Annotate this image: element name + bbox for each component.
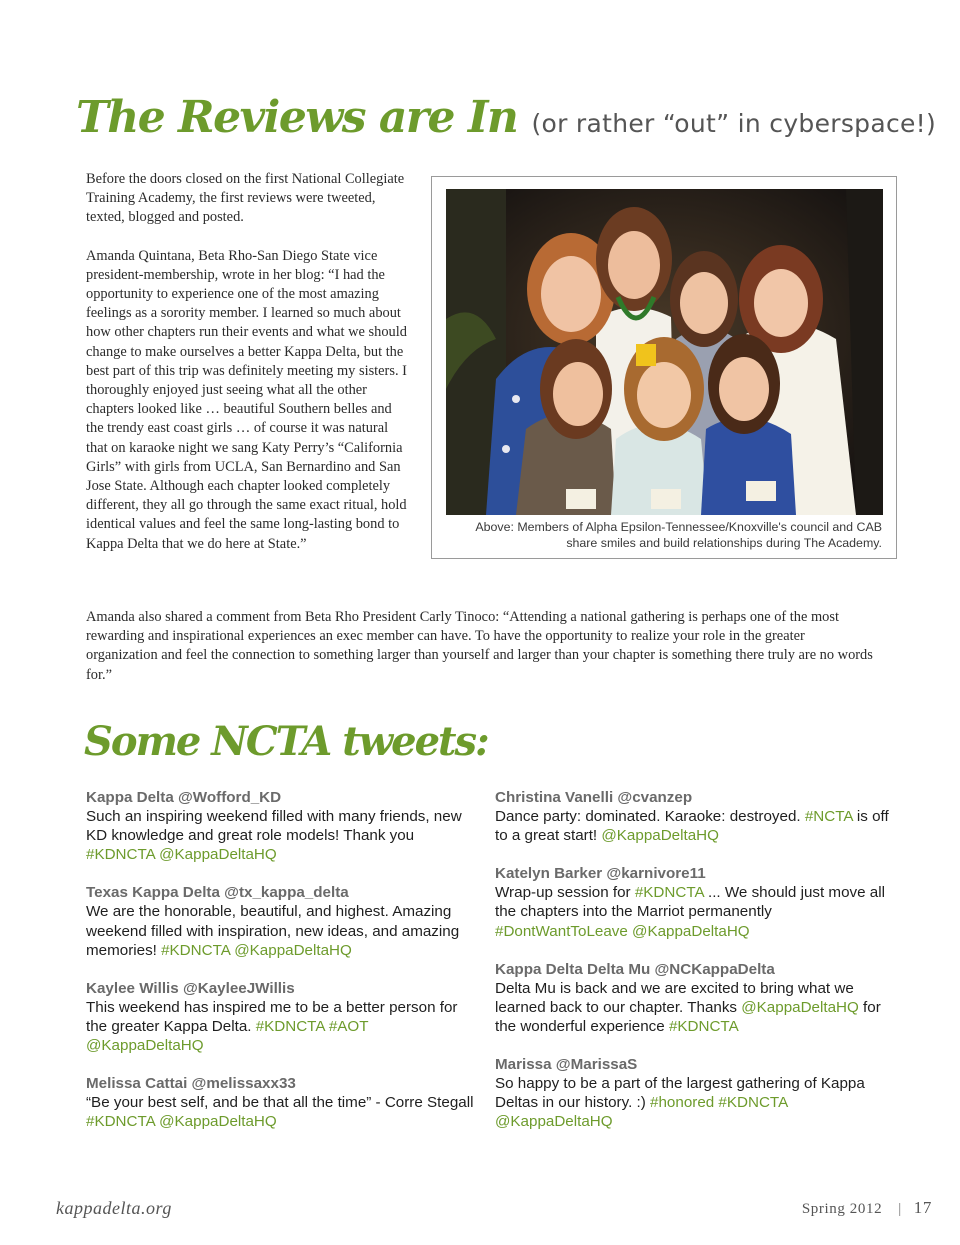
intro-paragraph-2: Amanda Quintana, Beta Rho-San Diego State vice president-membership, wrote in her blog: “I had the opportunity to experience one of the most amazing feelings as a sorority member. I learned so much about how other chapters run their events and what we should change to make ourselves a better Kappa Delta, but the best part of this trip was definitely meeting my sisters. I thoroughly enjoyed just seeing what all the other chapters looked like … beautiful Southern belles and the trendy east coast girls … of course it was natural that on karaoke night we sang Katy Perry’s “California Girls” with girls from UCLA, San Bernardino and San Jose State. Although each chapter looked completely different, they all go through the same exact ritual, hold identical values and feel the same long-lasting bond to Kappa Delta that we do here at State.” xyxy=(86,247,407,552)
tweet xyxy=(495,1055,890,1131)
tweet-body xyxy=(86,1093,481,1131)
tweet-tag: @KappaDeltaHQ xyxy=(601,827,719,845)
tweet-text: We are the honorable, beautiful, and highest. Amazing weekend filled with inspiration, new ideas, and amazing memories! xyxy=(86,903,460,959)
tweet-text: Wrap-up session for xyxy=(495,884,635,902)
tweet-tag: @KappaDeltaHQ xyxy=(741,998,859,1016)
tweet-tags: #KDNCTA #AOT @KappaDeltaHQ xyxy=(86,1017,369,1055)
tweet-body xyxy=(86,902,481,959)
tweet xyxy=(86,788,481,864)
group-photo xyxy=(446,189,883,515)
tweet-body xyxy=(495,1074,890,1131)
tweet-body xyxy=(495,979,890,1036)
tweet-tag: #KDNCTA xyxy=(668,1017,739,1035)
tweet-body xyxy=(495,807,890,845)
tweet-author: Texas Kappa Delta @tx_kappa_delta xyxy=(86,884,349,902)
tweet xyxy=(86,1074,481,1131)
tweet-tag: #honored #KDNCTA @KappaDeltaHQ xyxy=(495,1094,788,1131)
title-main: The Reviews are In xyxy=(76,92,518,143)
tweet-author: Katelyn Barker @karnivore11 xyxy=(495,865,706,883)
tweet-author: Kaylee Willis @KayleeJWillis xyxy=(86,979,295,997)
tweet-tags: #KDNCTA @KappaDeltaHQ xyxy=(86,1113,277,1131)
tweet-text: Delta Mu is back and we are excited to bring what we learned back to our chapter. Thanks xyxy=(495,979,854,1016)
tweet-tag: #DontWantToLeave @KappaDeltaHQ xyxy=(495,922,750,940)
title-subtitle: (or rather “out” in cyberspace!) xyxy=(531,109,937,138)
tweet-author: Melissa Cattai @melissaxx33 xyxy=(86,1075,296,1093)
article-title xyxy=(76,92,937,154)
footer-issue: Spring 2012 xyxy=(801,1201,883,1217)
tweet-author: Kappa Delta Delta Mu @NCKappaDelta xyxy=(495,960,775,978)
page-number: 17 xyxy=(913,1198,932,1217)
tweet-tag: #KDNCTA xyxy=(634,884,704,902)
tweet-text: This weekend has inspired me to be a better person for the greater Kappa Delta. xyxy=(86,998,458,1035)
tweet-body xyxy=(495,883,890,940)
tweet-tags: #KDNCTA @KappaDeltaHQ xyxy=(161,941,352,959)
tweet xyxy=(495,960,890,1036)
footer-site: kappadelta.org xyxy=(56,1198,172,1218)
tweet-text: So happy to be a part of the largest gathering of Kappa Deltas in our history. :) xyxy=(495,1075,865,1112)
footer-issue-info xyxy=(802,1198,932,1218)
tweet xyxy=(495,788,890,845)
tweet-author: Marissa @MarissaS xyxy=(495,1056,638,1074)
intro-paragraph-1: Before the doors closed on the first National Collegiate Training Academy, the first reviews were tweeted, texted, blogged and posted. xyxy=(86,171,405,226)
tweet-text: “Be your best self, and be that all the time” - Corre Stegall xyxy=(86,1094,474,1112)
footer-separator: | xyxy=(898,1201,902,1217)
tweet-body xyxy=(86,998,481,1055)
tweet-body xyxy=(86,807,481,864)
tweet-text: Dance party: dominated. Karaoke: destroyed. xyxy=(495,808,805,826)
group-photo-illustration xyxy=(446,189,883,515)
quote-paragraph: Amanda also shared a comment from Beta Rho President Carly Tinoco: “Attending a national gathering is perhaps one of the most rewarding and inspirational experiences an exec member can have. To have the opportunity to realize your role in the greater organization and feel the connection to something larger than yourself and larger than your chapter is something there truly are no words for.” xyxy=(86,609,873,683)
tweet-author: Christina Vanelli @cvanzep xyxy=(495,789,693,806)
tweet-text: Such an inspiring weekend filled with many friends, new KD knowledge and great role models! Thank you xyxy=(86,808,462,845)
tweet-tag: #NCTA xyxy=(804,808,853,826)
tweets-heading: Some NCTA tweets: xyxy=(84,718,488,765)
tweet-author: Kappa Delta @Wofford_KD xyxy=(86,789,282,806)
tweet-tags: #KDNCTA @KappaDeltaHQ xyxy=(86,846,277,864)
photo-caption: Above: Members of Alpha Epsilon-Tennessee/Knoxville's council and CAB share smiles and build relationships during The Academy. xyxy=(475,520,882,550)
photo-frame xyxy=(431,176,897,559)
tweet xyxy=(495,864,890,940)
tweet xyxy=(86,883,481,959)
tweet-text: ... We should just move all the chapters into the Marriot permanently xyxy=(495,884,885,921)
tweet-text: is off to a great start! xyxy=(495,808,889,845)
tweet-text: for the wonderful experience xyxy=(495,998,881,1035)
tweets-right-column xyxy=(495,788,890,1150)
intro-column xyxy=(86,170,412,573)
tweets-left-column xyxy=(86,788,481,1150)
tweet xyxy=(86,979,481,1055)
